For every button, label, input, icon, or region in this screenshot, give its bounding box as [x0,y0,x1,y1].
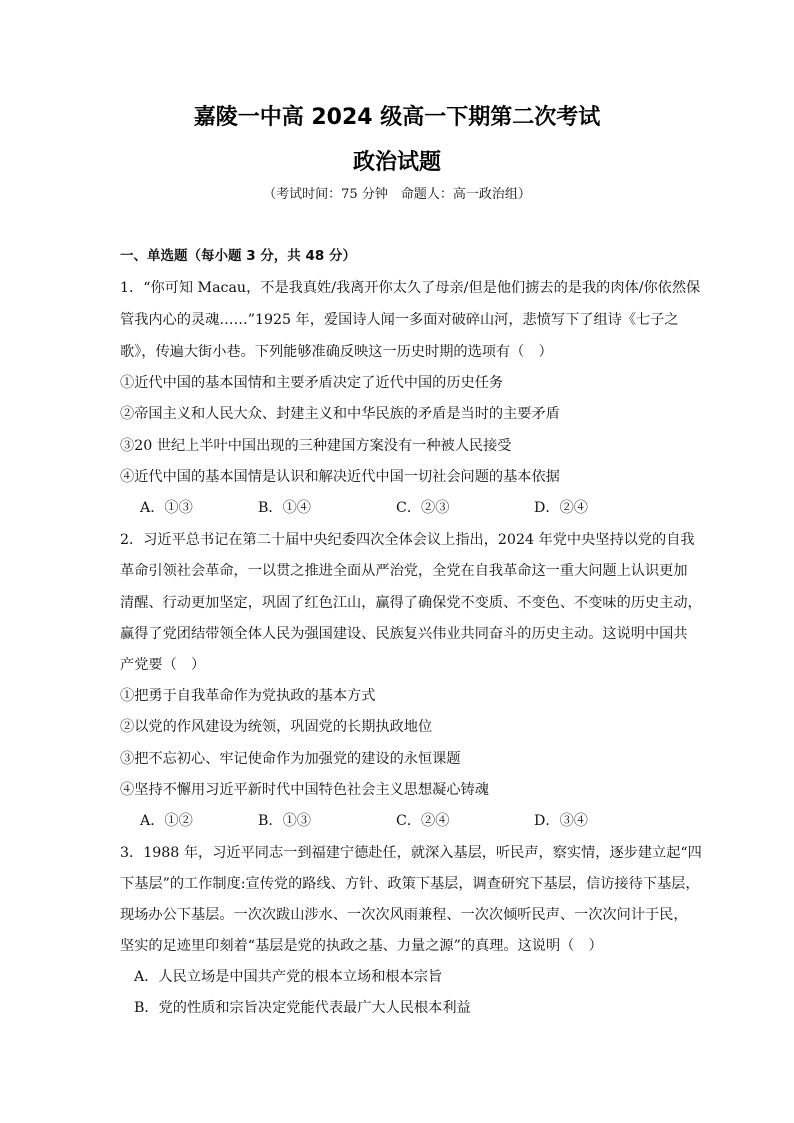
q2-stem-line: 革命引领社会革命，一以贯之推进全面从严治党，全党在自我革命这一重大问题上认识更加 [120,563,688,579]
q1-statement: ③20 世纪上半叶中国出现的三种建国方案没有一种被人民接受 [120,438,512,454]
q3-stem-line: 坚实的足迹里印刻着“基层是党的执政之基、力量之源”的真理。这说明（ ） [120,938,603,954]
q1-option-b: B．①④ [258,500,311,516]
q2-option-b: B．①③ [258,813,311,829]
q3-stem-line: 3．1988 年，习近平同志一到福建宁德赴任，就深入基层，听民声，察实情，逐步建立起“四 [120,845,702,861]
q2-statement: ②以党的作风建设为统领，巩固党的长期执政地位 [120,719,433,735]
q2-option-d: D．③④ [534,813,588,829]
subject-title: 政治试题 [352,150,441,175]
q3-stem-line: 现场办公下基层。一次次跋山涉水、一次次风雨兼程、一次次倾听民声、一次次问计于民， [120,907,688,923]
q1-option-a: A．①③ [140,500,193,516]
q3-choice-b: B．党的性质和宗旨决定党能代表最广大人民根本利益 [134,1000,471,1016]
q3-choice-a: A．人民立场是中国共产党的根本立场和根本宗旨 [134,969,443,985]
q1-statement: ②帝国主义和人民大众、封建主义和中华民族的矛盾是当时的主要矛盾 [120,406,560,422]
q1-statement: ④近代中国的基本国情是认识和解决近代中国一切社会问题的基本依据 [120,469,560,485]
q1-stem-line: 1．“你可知 Macau，不是我真姓/我离开你太久了母亲/但是他们掳去的是我的肉体/你依然保 [120,280,701,296]
q3-stem-line: 下基层”的工作制度:宣传党的路线、方针、政策下基层，调查研究下基层，信访接待下基层， [120,876,700,892]
q2-stem-line: 清醒、行动更加坚定，巩固了红色江山，赢得了确保党不变质、不变色、不变味的历史主动， [120,595,702,611]
q1-stem-line: 管我内心的灵魂……”1925 年，爱国诗人闻一多面对破碎山河，悲愤写下了组诗《七子之 [120,312,679,328]
q2-statement: ③把不忘初心、牢记使命作为加强党的建设的永恒课题 [120,751,461,767]
exam-title: 嘉陵一中高 2024 级高一下期第二次考试 [193,105,601,130]
q2-option-c: C．②④ [396,813,450,829]
section-heading: 一、单选题（每小题 3 分，共 48 分） [120,248,356,264]
q1-option-d: D．②④ [534,500,588,516]
q2-stem-line: 2．习近平总书记在第二十届中央纪委四次全体会议上指出，2024 年党中央坚持以党的自我 [120,532,695,548]
q2-stem-line: 产党要（ ） [120,657,206,673]
q1-stem-line: 歌》，传遍大街小巷。下列能够准确反映这一历史时期的选项有（ ） [120,344,553,360]
exam-info: （考试时间：75 分钟 命题人：高一政治组） [263,187,531,202]
q2-option-a: A．①② [140,813,193,829]
q2-stem-line: 赢得了党团结带领全体人民为强国建设、民族复兴伟业共同奋斗的历史主动。这说明中国共 [120,626,688,642]
q2-statement: ④坚持不懈用习近平新时代中国特色社会主义思想凝心铸魂 [120,782,489,798]
q1-option-c: C．②③ [396,500,450,516]
q2-statement: ①把勇于自我革命作为党执政的基本方式 [120,688,376,704]
q1-statement: ①近代中国的基本国情和主要矛盾决定了近代中国的历史任务 [120,375,504,391]
